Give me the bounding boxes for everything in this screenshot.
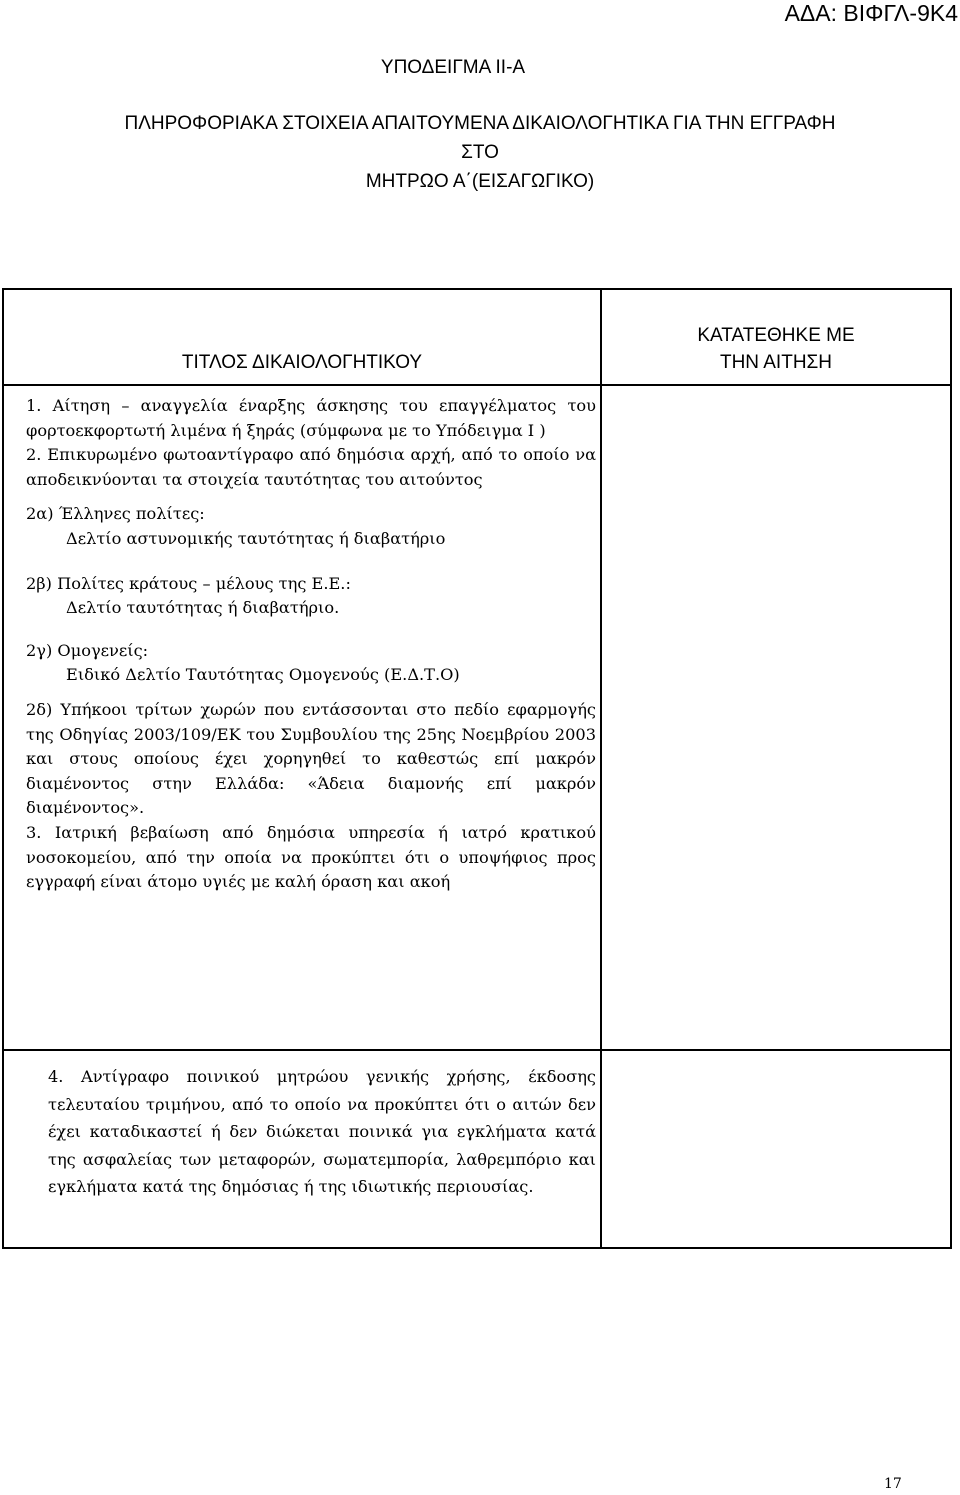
document-code: ΑΔΑ: ΒΙΦΓΛ-9Κ4 <box>784 0 958 26</box>
page-number: 17 <box>884 1476 902 1492</box>
table-header-row <box>3 289 951 385</box>
documents-table <box>2 288 952 1249</box>
item-2b-text: Δελτίο ταυτότητας ή διαβατήριο. <box>66 598 340 618</box>
submitted-cell[interactable] <box>601 385 951 1050</box>
item-4: 4. Αντίγραφο ποινικού μητρώου γενικής χρήσης, έκδοσης τελευταίου τριμήνου, από το οποίο να προκύπτει ότι ο αιτών δεν έχει καταδικαστεί ή δεν διώκεται ποινικά για εγκλήματα κατά της ασφαλείας των μεταφορών, σωματεμπορία, λαθρεμπόριο και εγκλήματα κατά της δημόσιας ή της ιδιωτικής περιουσίας. <box>48 1067 596 1196</box>
column-header-title: ΤΙΤΛΟΣ ΔΙΚΑΙΟΛΟΓΗΤΙΚΟΥ <box>3 289 601 385</box>
main-title-line-2: ΣΤΟ <box>461 142 499 163</box>
item-3: 3. Ιατρική βεβαίωση από δημόσια υπηρεσία ή ιατρό κρατικού νοσοκομείου, από την οποία να προκύπτει ότι ο υποψήφιος προς εγγραφή είναι άτομο υγιές με καλή όραση και ακοή <box>26 822 596 892</box>
item-2a-label: 2α) Έλληνες πολίτες: <box>26 504 205 524</box>
documents-cell <box>3 1050 601 1248</box>
item-2d: 2δ) Υπήκοοι τρίτων χωρών που εντάσσονται στο πεδίο εφαρμογής της Οδηγίας 2003/109/ΕΚ του Συμβουλίου της 25ης Νοεμβρίου 2003 και στους οποίους έχει χορηγηθεί το καθεστώς επί μακρόν διαμένοντος στην Ελλάδα: «Άδεια διαμονής επί μακρόν διαμένοντος». <box>26 699 596 818</box>
main-title <box>0 109 960 196</box>
sample-title: ΥΠΟΔΕΙΓΜΑ ΙΙ-Α <box>380 57 526 78</box>
table-row <box>3 1050 951 1248</box>
column-header-submitted: ΚΑΤΑΤΕΘΗΚΕ ΜΕ ΤΗΝ ΑΙΤΗΣΗ <box>601 289 951 385</box>
main-title-line-3: ΜΗΤΡΩΟ Α΄(ΕΙΣΑΓΩΓΙΚΟ) <box>365 171 595 192</box>
item-2a-text: Δελτίο αστυνομικής ταυτότητας ή διαβατήριο <box>66 528 446 548</box>
main-title-line-1: ΠΛΗΡΟΦΟΡΙΑΚΑ ΣΤΟΙΧΕΙΑ ΑΠΑΙΤΟΥΜΕΝΑ ΔΙΚΑΙΟΛΟΓΗΤΙΚΑ ΓΙΑ ΤΗΝ ΕΓΓΡΑΦΗ <box>124 113 836 134</box>
item-2b-label: 2β) Πολίτες κράτους – μέλους της Ε.Ε.: <box>26 573 351 593</box>
item-2: 2. Επικυρωμένο φωτοαντίγραφο από δημόσια αρχή, από το οποίο να αποδεικνύονται τα στοιχεία ταυτότητας του αιτούντος <box>26 445 596 489</box>
table-row <box>3 385 951 1050</box>
item-1: 1. Αίτηση – αναγγελία έναρξης άσκησης του επαγγέλματος του φορτοεκφορτωτή λιμένα ή ξηράς (σύμφωνα με το Υπόδειγμα Ι ) <box>26 396 596 440</box>
documents-cell <box>3 385 601 1050</box>
item-2c-text: Ειδικό Δελτίο Ταυτότητας Ομογενούς (Ε.Δ.Τ.Ο) <box>66 665 460 685</box>
item-2c-label: 2γ) Ομογενείς: <box>26 640 149 660</box>
submitted-cell[interactable] <box>601 1050 951 1248</box>
